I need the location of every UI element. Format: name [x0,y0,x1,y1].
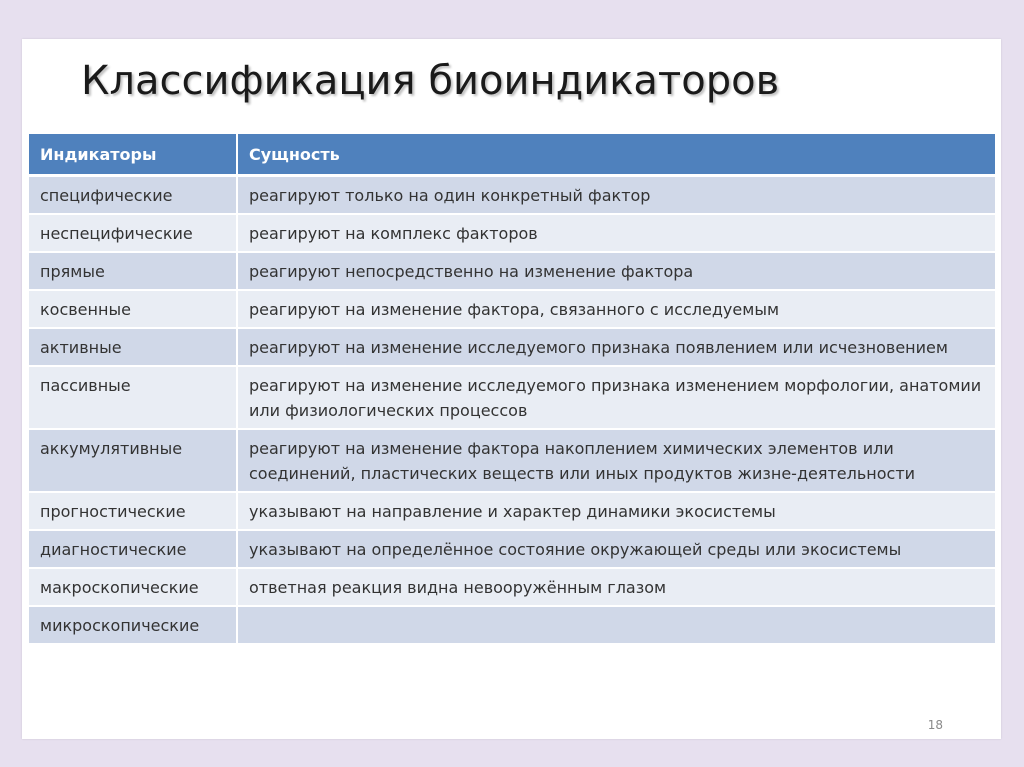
essence-cell: ответная реакция видна невооружённым глазом [237,568,995,606]
essence-cell [237,606,995,644]
indicator-cell: неспецифические [29,214,237,252]
table-row [29,252,995,290]
table-row [29,492,995,530]
slide [22,39,1001,739]
essence-cell: реагируют непосредственно на изменение фактора [237,252,995,290]
indicator-cell: макроскопические [29,568,237,606]
indicator-cell: микроскопические [29,606,237,644]
table-row [29,176,995,215]
table-row [29,214,995,252]
header-indicators: Индикаторы [29,134,237,176]
page-number: 18 [927,718,943,732]
indicator-cell: прямые [29,252,237,290]
table-row [29,606,995,644]
essence-cell: указывают на направление и характер динамики экосистемы [237,492,995,530]
slide-title: Классификация биоиндикаторов [81,58,780,104]
indicator-cell: прогностические [29,492,237,530]
indicator-cell: специфические [29,176,237,215]
table-row [29,366,995,429]
essence-cell: реагируют на комплекс факторов [237,214,995,252]
essence-cell: реагируют на изменение фактора, связанного с исследуемым [237,290,995,328]
header-essence: Сущность [237,134,995,176]
essence-cell: реагируют только на один конкретный фактор [237,176,995,215]
table-row [29,530,995,568]
essence-cell: реагируют на изменение фактора накоплением химических элементов или соединений, пластических веществ или иных продуктов жизне-деятельности [237,429,995,492]
indicator-cell: аккумулятивные [29,429,237,492]
table-row [29,290,995,328]
table-row [29,328,995,366]
classification-table-container [29,134,995,645]
essence-cell: указывают на определённое состояние окружающей среды или экосистемы [237,530,995,568]
table-row [29,568,995,606]
indicator-cell: пассивные [29,366,237,429]
essence-cell: реагируют на изменение исследуемого признака изменением морфологии, анатомии или физиологических процессов [237,366,995,429]
table-header-row [29,134,995,176]
indicator-cell: диагностические [29,530,237,568]
indicator-cell: косвенные [29,290,237,328]
indicator-cell: активные [29,328,237,366]
classification-table [29,134,995,645]
table-row [29,429,995,492]
essence-cell: реагируют на изменение исследуемого признака появлением или исчезновением [237,328,995,366]
